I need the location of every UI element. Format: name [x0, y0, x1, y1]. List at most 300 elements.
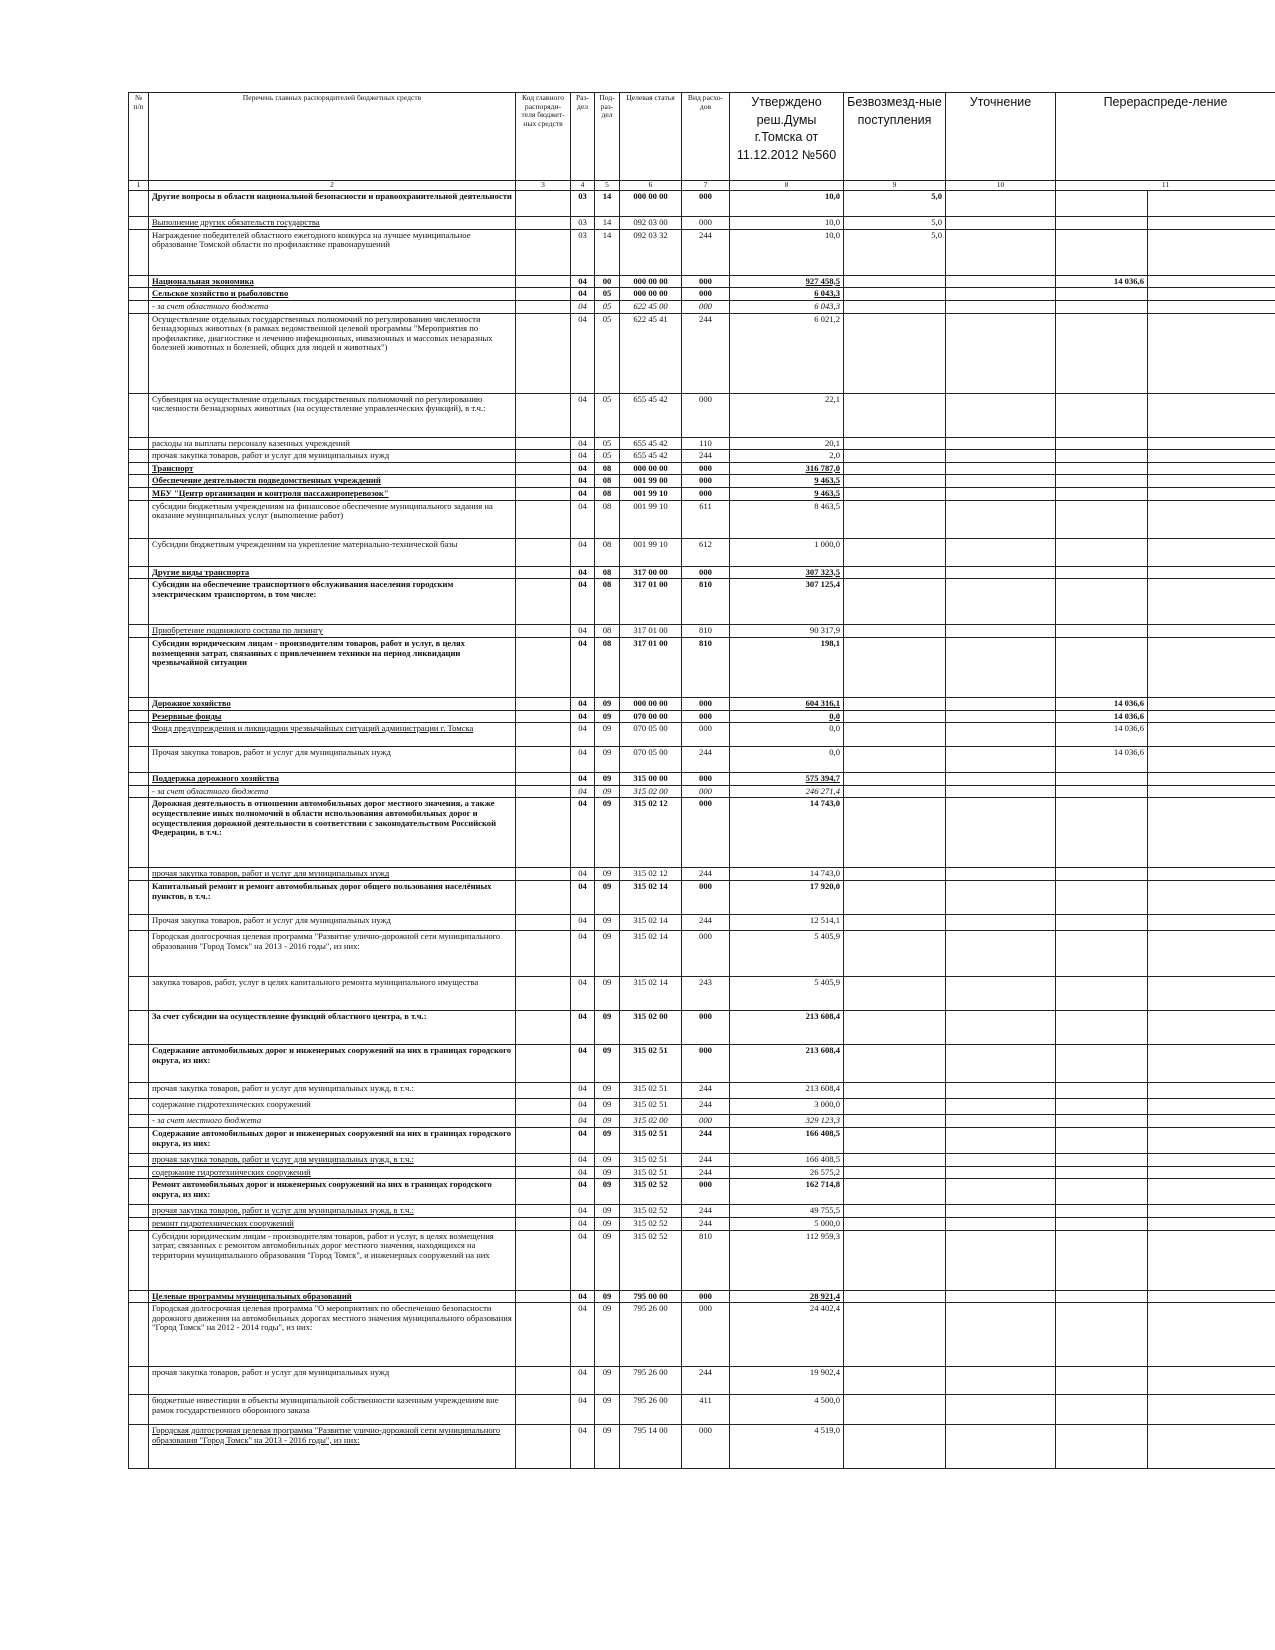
cell-section: 04	[571, 697, 595, 710]
cell-code	[516, 697, 571, 710]
cell-extra	[1148, 579, 1275, 625]
cell-num	[129, 637, 149, 697]
cell-num	[129, 798, 149, 868]
cell-grants	[844, 881, 946, 915]
cell-section: 04	[571, 1011, 595, 1045]
cell-section: 03	[571, 229, 595, 275]
cell-clarify	[946, 931, 1056, 977]
cell-name: содержание гидротехнических сооружений	[149, 1099, 516, 1115]
cell-subsection: 09	[595, 915, 620, 931]
cell-section: 03	[571, 217, 595, 230]
cell-name: Капитальный ремонт и ремонт автомобильных дорог общего пользования населённых пунктов, в т.ч.:	[149, 881, 516, 915]
cell-approved: 10,0	[730, 217, 844, 230]
cell-target: 315 02 51	[620, 1099, 682, 1115]
cell-code	[516, 313, 571, 393]
cell-clarify	[946, 275, 1056, 288]
cell-name: Содержание автомобильных дорог и инженерных сооружений на них в границах городского округа, из них:	[149, 1128, 516, 1154]
cell-target: 000 00 00	[620, 462, 682, 475]
cell-grants	[844, 437, 946, 450]
cell-num	[129, 773, 149, 786]
cell-extra	[1148, 1099, 1275, 1115]
cell-approved: 1 000,0	[730, 538, 844, 566]
cell-extra	[1148, 637, 1275, 697]
cell-exptype: 000	[682, 217, 730, 230]
cell-name: Другие вопросы в области национальной безопасности и правоохранительной деятельности	[149, 191, 516, 217]
cell-approved: 3 000,0	[730, 1099, 844, 1115]
cell-approved: 5 000,0	[730, 1217, 844, 1230]
cell-clarify	[946, 313, 1056, 393]
cell-grants	[844, 915, 946, 931]
cell-exptype: 244	[682, 313, 730, 393]
cell-section: 04	[571, 881, 595, 915]
cell-target: 315 02 51	[620, 1166, 682, 1179]
cell-grants	[844, 977, 946, 1011]
cell-approved: 6 043,3	[730, 300, 844, 313]
cell-code	[516, 437, 571, 450]
cell-num	[129, 1099, 149, 1115]
cell-name: Субсидии юридическим лицам - производителям товаров, работ и услуг, в целях возмещения затрат, связанных с привлечением техники на период ликвидации чрезвычайной ситуации	[149, 637, 516, 697]
cell-approved: 329 123,3	[730, 1115, 844, 1128]
cell-extra	[1148, 1011, 1275, 1045]
cell-section: 04	[571, 1367, 595, 1395]
table-row	[129, 1290, 1275, 1303]
cell-clarify	[946, 579, 1056, 625]
cell-clarify	[946, 566, 1056, 579]
cell-target: 315 02 14	[620, 931, 682, 977]
cell-section: 04	[571, 1205, 595, 1218]
cell-code	[516, 1045, 571, 1083]
table-row	[129, 450, 1275, 463]
cell-approved: 4 519,0	[730, 1425, 844, 1469]
cell-grants	[844, 868, 946, 881]
cell-section: 04	[571, 313, 595, 393]
cell-grants: 5,0	[844, 217, 946, 230]
cell-code	[516, 462, 571, 475]
cell-extra	[1148, 462, 1275, 475]
cell-clarify	[946, 217, 1056, 230]
cell-target: 317 00 00	[620, 566, 682, 579]
cell-clarify	[946, 868, 1056, 881]
table-row	[129, 1205, 1275, 1218]
cell-grants	[844, 538, 946, 566]
cell-approved: 307 125,4	[730, 579, 844, 625]
cell-approved: 213 608,4	[730, 1011, 844, 1045]
cell-approved: 14 743,0	[730, 868, 844, 881]
table-row	[129, 798, 1275, 868]
header-approved: Утверждено реш.Думы г.Томска от 11.12.2012 №560	[730, 93, 844, 181]
cell-code	[516, 931, 571, 977]
cell-target: 000 00 00	[620, 191, 682, 217]
cell-extra	[1148, 798, 1275, 868]
cell-approved: 316 787,0	[730, 462, 844, 475]
table-body	[129, 191, 1275, 1469]
cell-section: 04	[571, 1230, 595, 1290]
cell-subsection: 09	[595, 1205, 620, 1218]
cell-subsection: 09	[595, 1045, 620, 1083]
cell-code	[516, 1011, 571, 1045]
table-row	[129, 566, 1275, 579]
cell-name: прочая закупка товаров, работ и услуг для муниципальных нужд, в т.ч.:	[149, 1205, 516, 1218]
cell-subsection: 14	[595, 217, 620, 230]
cell-name: Городская долгосрочная целевая программа "Развитие улично-дорожной сети муниципального образования "Город Томск" на 2013 - 2016 годы", из них:	[149, 1425, 516, 1469]
cell-section: 04	[571, 625, 595, 638]
cell-grants	[844, 798, 946, 868]
cell-name: Обеспечение деятельности подведомственных учреждений	[149, 475, 516, 488]
table-row	[129, 1395, 1275, 1425]
cell-approved: 162 714,8	[730, 1179, 844, 1205]
cell-approved: 12 514,1	[730, 915, 844, 931]
cell-redistrib	[1056, 566, 1148, 579]
cell-num	[129, 1166, 149, 1179]
cell-section: 04	[571, 393, 595, 437]
cell-approved: 8 463,5	[730, 500, 844, 538]
table-row	[129, 313, 1275, 393]
cell-extra	[1148, 868, 1275, 881]
cell-code	[516, 566, 571, 579]
cell-section: 04	[571, 785, 595, 798]
cell-clarify	[946, 785, 1056, 798]
cell-approved: 5 405,9	[730, 931, 844, 977]
cell-grants	[844, 462, 946, 475]
cell-exptype: 244	[682, 1099, 730, 1115]
cell-section: 04	[571, 538, 595, 566]
cell-approved: 604 316,1	[730, 697, 844, 710]
cell-section: 04	[571, 1099, 595, 1115]
cell-section: 04	[571, 1045, 595, 1083]
table-row	[129, 773, 1275, 786]
table-row	[129, 1128, 1275, 1154]
table-row	[129, 1115, 1275, 1128]
cell-approved: 246 271,4	[730, 785, 844, 798]
header-name: Перечень главных распорядителей бюджетных средств	[149, 93, 516, 181]
cell-redistrib	[1056, 229, 1148, 275]
cell-section: 04	[571, 579, 595, 625]
cell-section: 04	[571, 500, 595, 538]
table-row	[129, 579, 1275, 625]
cell-redistrib	[1056, 625, 1148, 638]
cell-grants: 5,0	[844, 191, 946, 217]
cell-num	[129, 1179, 149, 1205]
cell-redistrib: 14 036,6	[1056, 697, 1148, 710]
cell-subsection: 09	[595, 881, 620, 915]
cell-clarify	[946, 300, 1056, 313]
cell-grants: 5,0	[844, 229, 946, 275]
cell-exptype: 000	[682, 773, 730, 786]
cell-extra	[1148, 566, 1275, 579]
header-section: Раз-дел	[571, 93, 595, 181]
cell-approved: 49 755,5	[730, 1205, 844, 1218]
cell-approved: 213 608,4	[730, 1045, 844, 1083]
cell-num	[129, 625, 149, 638]
cell-subsection: 09	[595, 868, 620, 881]
cell-exptype: 000	[682, 275, 730, 288]
header-grants: Безвозмезд-ные поступления	[844, 93, 946, 181]
cell-redistrib	[1056, 1179, 1148, 1205]
cell-subsection: 08	[595, 462, 620, 475]
cell-target: 315 02 52	[620, 1217, 682, 1230]
cell-redistrib	[1056, 798, 1148, 868]
cell-name: Награждение победителей областного ежегодного конкурса на лучшее муниципальное образование Томской области по профилактике правонарушений	[149, 229, 516, 275]
cell-approved: 10,0	[730, 229, 844, 275]
cell-code	[516, 1425, 571, 1469]
cell-exptype: 244	[682, 229, 730, 275]
cell-section: 04	[571, 275, 595, 288]
cell-target: 315 02 14	[620, 977, 682, 1011]
cell-target: 001 99 00	[620, 475, 682, 488]
cell-approved: 927 458,5	[730, 275, 844, 288]
cell-name: Городская долгосрочная целевая программа "О мероприятиях по обеспечению безопасности дорожного движения на автомобильных дорогах местного значения муниципального образования "Город Томск" на 2012 - 2014 годы", из них:	[149, 1303, 516, 1367]
cell-num	[129, 1011, 149, 1045]
cell-num	[129, 785, 149, 798]
cell-clarify	[946, 462, 1056, 475]
cell-target: 315 02 52	[620, 1230, 682, 1290]
colnum: 4	[571, 181, 595, 191]
cell-approved: 6 021,2	[730, 313, 844, 393]
cell-redistrib	[1056, 393, 1148, 437]
cell-subsection: 09	[595, 1425, 620, 1469]
cell-redistrib: 14 036,6	[1056, 747, 1148, 773]
table-row	[129, 488, 1275, 501]
table-row	[129, 697, 1275, 710]
cell-exptype: 244	[682, 1166, 730, 1179]
cell-name: ремонт гидротехнических сооружений	[149, 1217, 516, 1230]
colnum: 11	[1056, 181, 1275, 191]
cell-redistrib	[1056, 300, 1148, 313]
cell-grants	[844, 1425, 946, 1469]
cell-extra	[1148, 450, 1275, 463]
cell-approved: 575 394,7	[730, 773, 844, 786]
table-row	[129, 1230, 1275, 1290]
cell-section: 04	[571, 977, 595, 1011]
cell-target: 000 00 00	[620, 288, 682, 301]
cell-approved: 14 743,0	[730, 798, 844, 868]
cell-clarify	[946, 1045, 1056, 1083]
cell-exptype: 000	[682, 462, 730, 475]
cell-exptype: 000	[682, 1179, 730, 1205]
cell-redistrib	[1056, 1290, 1148, 1303]
cell-extra	[1148, 1303, 1275, 1367]
cell-num	[129, 1230, 149, 1290]
cell-target: 315 02 00	[620, 1011, 682, 1045]
cell-num	[129, 500, 149, 538]
cell-subsection: 08	[595, 637, 620, 697]
cell-exptype: 000	[682, 488, 730, 501]
cell-num	[129, 393, 149, 437]
cell-extra	[1148, 1083, 1275, 1099]
table-row	[129, 437, 1275, 450]
cell-num	[129, 1154, 149, 1167]
cell-grants	[844, 1154, 946, 1167]
cell-code	[516, 1099, 571, 1115]
cell-extra	[1148, 288, 1275, 301]
cell-grants	[844, 931, 946, 977]
cell-num	[129, 1045, 149, 1083]
cell-name: прочая закупка товаров, работ и услуг для муниципальных нужд	[149, 868, 516, 881]
cell-redistrib	[1056, 977, 1148, 1011]
cell-code	[516, 710, 571, 723]
cell-subsection: 09	[595, 1303, 620, 1367]
cell-clarify	[946, 229, 1056, 275]
budget-table-sheet	[128, 92, 1275, 1469]
cell-name: Прочая закупка товаров, работ и услуг для муниципальных нужд	[149, 915, 516, 931]
header-code: Код главного распоряди-теля бюджет-ных средств	[516, 93, 571, 181]
cell-target: 655 45 42	[620, 437, 682, 450]
cell-grants	[844, 1217, 946, 1230]
cell-code	[516, 475, 571, 488]
cell-grants	[844, 393, 946, 437]
cell-approved: 9 463,5	[730, 475, 844, 488]
cell-code	[516, 1303, 571, 1367]
table-row	[129, 500, 1275, 538]
cell-clarify	[946, 1128, 1056, 1154]
cell-extra	[1148, 475, 1275, 488]
cell-name: - за счет областного бюджета	[149, 300, 516, 313]
cell-redistrib	[1056, 1115, 1148, 1128]
cell-grants	[844, 1099, 946, 1115]
cell-section: 04	[571, 710, 595, 723]
cell-name: Прочая закупка товаров, работ и услуг для муниципальных нужд	[149, 747, 516, 773]
cell-name: бюджетные инвестиции в объекты муниципальной собственности казенным учреждениям вне рамок государственного оборонного заказа	[149, 1395, 516, 1425]
table-row	[129, 1083, 1275, 1099]
cell-redistrib	[1056, 217, 1148, 230]
cell-num	[129, 475, 149, 488]
cell-section: 04	[571, 868, 595, 881]
cell-clarify	[946, 915, 1056, 931]
table-row	[129, 915, 1275, 931]
cell-code	[516, 229, 571, 275]
cell-name: Дорожное хозяйство	[149, 697, 516, 710]
cell-extra	[1148, 723, 1275, 747]
cell-num	[129, 450, 149, 463]
cell-num	[129, 881, 149, 915]
table-row	[129, 393, 1275, 437]
cell-subsection: 09	[595, 1166, 620, 1179]
cell-target: 092 03 00	[620, 217, 682, 230]
cell-exptype: 243	[682, 977, 730, 1011]
cell-exptype: 000	[682, 723, 730, 747]
cell-approved: 20,1	[730, 437, 844, 450]
cell-target: 315 02 51	[620, 1128, 682, 1154]
cell-clarify	[946, 1217, 1056, 1230]
cell-name: Дорожная деятельность в отношении автомобильных дорог местного значения, а также осуществление иных полномочий в области использования автомобильных дорог и осуществления дорожной деятельности в соответствии с законодательством Российской Федерации, в т.ч.:	[149, 798, 516, 868]
cell-extra	[1148, 437, 1275, 450]
cell-exptype: 000	[682, 1290, 730, 1303]
cell-target: 315 00 00	[620, 773, 682, 786]
cell-num	[129, 915, 149, 931]
table-row	[129, 1303, 1275, 1367]
cell-exptype: 000	[682, 1011, 730, 1045]
cell-clarify	[946, 1290, 1056, 1303]
cell-target: 001 99 10	[620, 500, 682, 538]
cell-section: 04	[571, 1425, 595, 1469]
header-redistrib: Перераспреде-ление	[1056, 93, 1275, 181]
cell-subsection: 05	[595, 313, 620, 393]
cell-name: МБУ "Центр организации и контроля пассажироперевозок"	[149, 488, 516, 501]
cell-clarify	[946, 191, 1056, 217]
cell-exptype: 244	[682, 1367, 730, 1395]
cell-clarify	[946, 723, 1056, 747]
cell-section: 04	[571, 773, 595, 786]
cell-redistrib	[1056, 1395, 1148, 1425]
cell-section: 03	[571, 191, 595, 217]
colnum: 3	[516, 181, 571, 191]
cell-approved: 22,1	[730, 393, 844, 437]
cell-num	[129, 217, 149, 230]
cell-subsection: 08	[595, 500, 620, 538]
colnum: 1	[129, 181, 149, 191]
cell-num	[129, 977, 149, 1011]
cell-subsection: 09	[595, 723, 620, 747]
cell-extra	[1148, 1166, 1275, 1179]
cell-redistrib	[1056, 881, 1148, 915]
cell-redistrib	[1056, 915, 1148, 931]
cell-code	[516, 275, 571, 288]
cell-exptype: 000	[682, 931, 730, 977]
table-row	[129, 785, 1275, 798]
cell-subsection: 08	[595, 538, 620, 566]
cell-target: 315 02 52	[620, 1205, 682, 1218]
cell-name: Субсидии юридическим лицам - производителям товаров, работ и услуг, в целях возмещения затрат, связанных с ремонтом автомобильных дорог местного значения, находящихся на территории муниципального образования "Город Томск", и инженерных сооружений на них	[149, 1230, 516, 1290]
cell-extra	[1148, 747, 1275, 773]
cell-subsection: 05	[595, 288, 620, 301]
cell-section: 04	[571, 1083, 595, 1099]
cell-subsection: 09	[595, 1011, 620, 1045]
cell-clarify	[946, 538, 1056, 566]
cell-extra	[1148, 313, 1275, 393]
cell-extra	[1148, 915, 1275, 931]
cell-target: 315 02 12	[620, 798, 682, 868]
cell-num	[129, 1205, 149, 1218]
cell-redistrib	[1056, 579, 1148, 625]
cell-exptype: 411	[682, 1395, 730, 1425]
cell-name: Фонд предупреждения и ликвидации чрезвычайных ситуаций администрации г. Томска	[149, 723, 516, 747]
cell-target: 001 99 10	[620, 488, 682, 501]
cell-target: 315 02 12	[620, 868, 682, 881]
cell-target: 315 02 51	[620, 1045, 682, 1083]
colnum: 6	[620, 181, 682, 191]
cell-grants	[844, 1166, 946, 1179]
cell-target: 655 45 42	[620, 393, 682, 437]
cell-redistrib	[1056, 1205, 1148, 1218]
cell-extra	[1148, 393, 1275, 437]
cell-clarify	[946, 710, 1056, 723]
colnum: 2	[149, 181, 516, 191]
cell-clarify	[946, 697, 1056, 710]
cell-name: прочая закупка товаров, работ и услуг для муниципальных нужд, в т.ч.:	[149, 1154, 516, 1167]
cell-section: 04	[571, 1179, 595, 1205]
cell-grants	[844, 1395, 946, 1425]
cell-redistrib	[1056, 500, 1148, 538]
cell-redistrib: 14 036,6	[1056, 710, 1148, 723]
cell-name: Резервные фонды	[149, 710, 516, 723]
cell-target: 000 00 00	[620, 697, 682, 710]
cell-section: 04	[571, 475, 595, 488]
cell-approved: 166 408,5	[730, 1128, 844, 1154]
cell-extra	[1148, 191, 1275, 217]
table-row	[129, 191, 1275, 217]
cell-code	[516, 747, 571, 773]
cell-clarify	[946, 1011, 1056, 1045]
cell-code	[516, 538, 571, 566]
cell-approved: 112 959,3	[730, 1230, 844, 1290]
cell-code	[516, 1230, 571, 1290]
cell-grants	[844, 288, 946, 301]
cell-approved: 28 921,4	[730, 1290, 844, 1303]
colnum: 5	[595, 181, 620, 191]
cell-exptype: 000	[682, 710, 730, 723]
cell-subsection: 09	[595, 1230, 620, 1290]
cell-name: Поддержка дорожного хозяйства	[149, 773, 516, 786]
